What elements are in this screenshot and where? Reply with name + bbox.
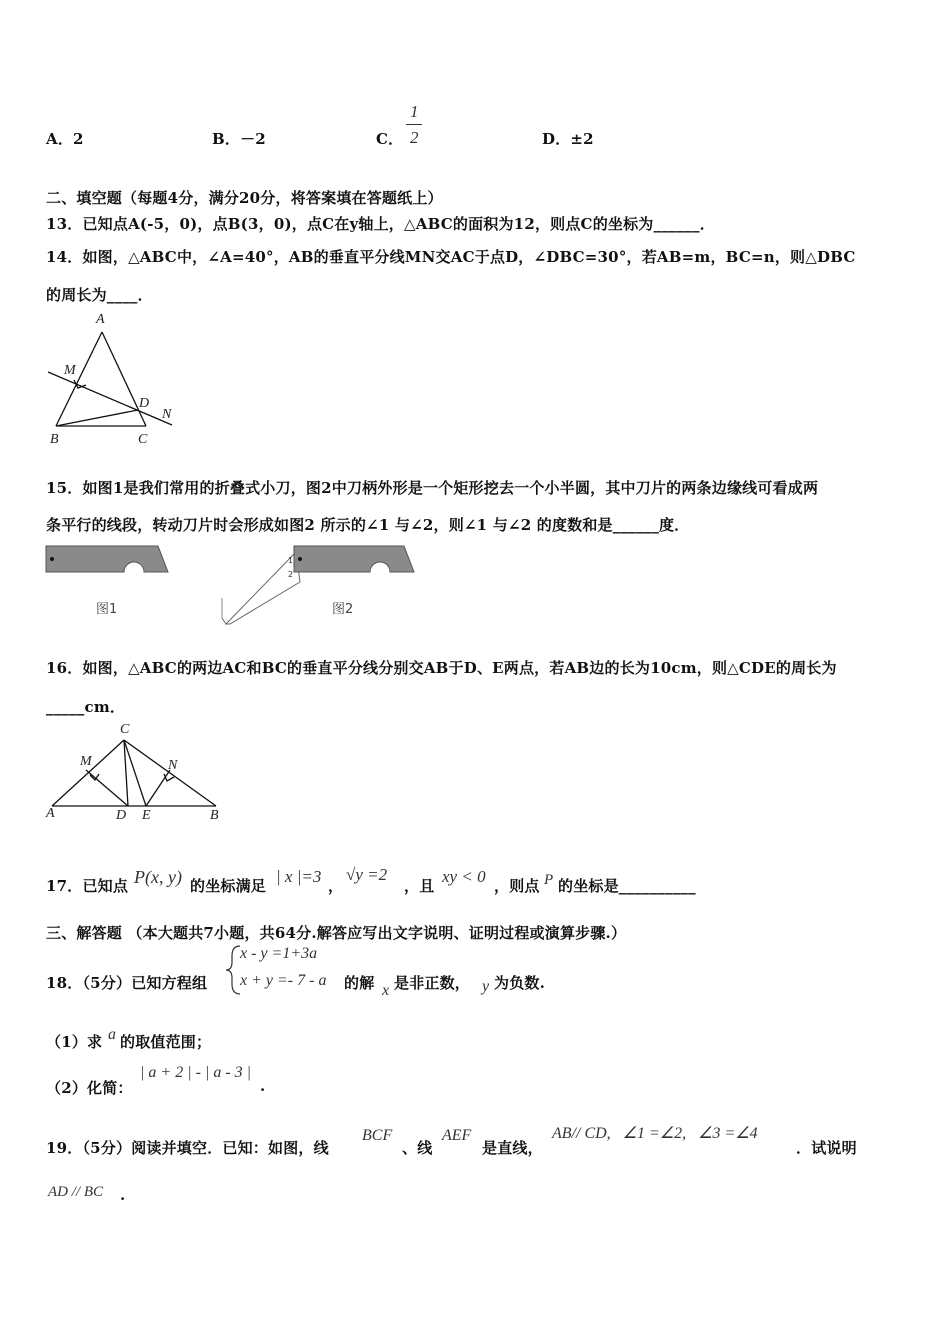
q14-label-a: A <box>96 312 105 327</box>
fig2-angle-1: 1 <box>288 556 294 565</box>
q16-label-d: D <box>116 808 127 823</box>
q18-eq1: x - y =1+3a <box>240 945 318 962</box>
q14-label-m: M <box>64 363 76 378</box>
q18-part2-prefix: （2）化简： <box>46 1079 133 1097</box>
q18-part1-prefix: （1）求 <box>46 1033 103 1051</box>
question-14-line2: 的周长为____． <box>46 286 153 304</box>
q18-mid2: 是非正数， <box>394 974 471 992</box>
q19-suffix: ．试说明 <box>796 1139 857 1157</box>
option-c-denominator: 2 <box>410 128 419 147</box>
question-19-prefix: 19．（5分）阅读并填空．已知：如图，线 <box>46 1139 329 1157</box>
q17-ineq: xy < 0 <box>442 867 486 886</box>
q19-mid1: 、线 <box>402 1139 433 1157</box>
option-d: D．±2 <box>542 130 594 148</box>
fig2-angle-2: 2 <box>288 570 294 579</box>
question-16-line1: 16．如图，△ABC的两边AC和BC的垂直平分线分别交AB于D、E两点，若AB边的长为10cm，则△CDE的周长为 <box>46 659 837 677</box>
q18-x: x <box>382 982 390 999</box>
q18-eq2: x + y =- 7 - a <box>240 972 327 989</box>
q19-bcf: BCF <box>362 1127 393 1144</box>
q16-label-n: N <box>168 758 178 773</box>
q16-label-m: M <box>80 754 92 769</box>
question-17-prefix: 17．已知点 <box>46 877 129 895</box>
q17-sep: ， <box>328 877 344 895</box>
q17-mid2: ，且 <box>404 877 435 895</box>
question-14-line1: 14．如图，△ABC中，∠A=40°，AB的垂直平分线MN交AC于点D，∠DBC=30°，若AB=m，BC=n，则△DBC <box>46 248 856 266</box>
option-b: B．－2 <box>212 130 266 148</box>
q14-label-n: N <box>162 407 172 422</box>
question-18-prefix: 18．（5分）已知方程组 <box>46 974 208 992</box>
fig1-caption: 图1 <box>96 602 118 617</box>
q16-label-a: A <box>46 806 55 821</box>
q18-part1-suffix: 的取值范围； <box>120 1033 212 1051</box>
question-16-line2: _____cm． <box>46 698 126 716</box>
q17-mid1: 的坐标满足 <box>190 877 267 895</box>
q16-label-e: E <box>142 808 151 823</box>
q18-part2-suffix: . <box>260 1077 266 1095</box>
q16-label-c: C <box>120 722 130 737</box>
section-3-heading: 三、解答题 （本大题共7小题，共64分.解答应写出文字说明、证明过程或演算步骤.） <box>46 924 627 942</box>
q19-conclusion: AD // BC <box>48 1184 103 1200</box>
q17-suffix: 的坐标是__________ <box>558 877 696 895</box>
q19-aef: AEF <box>442 1127 472 1144</box>
question-15-line2: 条平行的线段，转动刀片时会形成如图2 所示的∠1 与∠2，则∠1 与∠2 的度数和是______度． <box>46 516 690 534</box>
q18-y: y <box>482 978 490 995</box>
q14-label-b: B <box>50 432 59 447</box>
q19-mid2: 是直线， <box>482 1139 543 1157</box>
q17-sqrt: √y =2 <box>346 865 388 884</box>
q17-abs: | x |=3 <box>276 867 322 886</box>
q18-mid: 的解 <box>344 974 375 992</box>
fig2-caption: 图2 <box>332 602 354 617</box>
q16-label-b: B <box>210 808 219 823</box>
q17-mid3: ，则点 <box>494 877 540 895</box>
q18-part1-var: a <box>108 1026 116 1043</box>
q17-p: P <box>544 872 554 888</box>
option-c-numerator: 1 <box>410 102 419 121</box>
q14-label-d: D <box>139 396 150 411</box>
option-c-prefix: C． <box>376 130 404 148</box>
q19-conditions: AB// CD, ∠1 =∠2, ∠3 =∠4 <box>552 1125 758 1142</box>
q18-suffix: 为负数. <box>494 974 546 992</box>
q17-point: P(x, y) <box>134 867 182 887</box>
option-a: A．2 <box>46 130 84 148</box>
q19-end: . <box>120 1186 126 1204</box>
question-15-line1: 15．如图1是我们常用的折叠式小刀，图2中刀柄外形是一个矩形挖去一个小半圆，其中刀片的两条边缘线可看成两 <box>46 479 819 497</box>
question-13: 13．已知点A(-5，0)，点B(3，0)，点C在y轴上，△ABC的面积为12，则点C的坐标为______． <box>46 215 715 233</box>
q18-part2-expr: | a + 2 | - | a - 3 | <box>140 1064 252 1081</box>
q14-label-c: C <box>138 432 148 447</box>
section-2-heading: 二、填空题（每题4分，满分20分，将答案填在答题纸上） <box>46 189 443 207</box>
